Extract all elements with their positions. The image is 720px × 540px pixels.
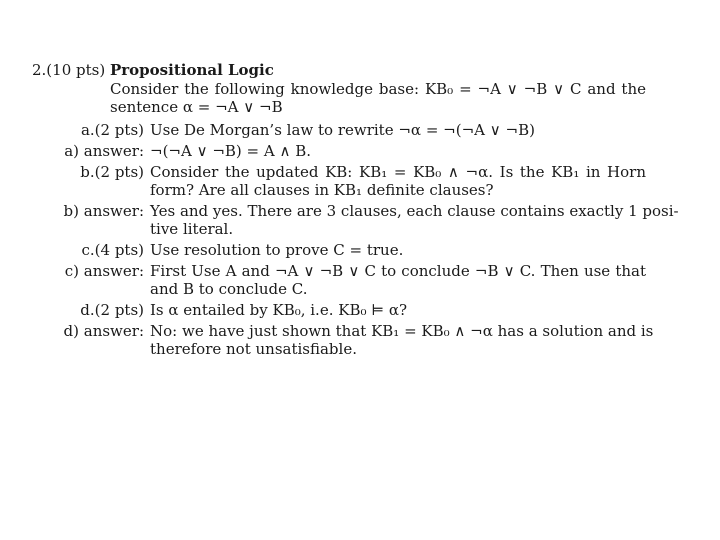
part-a-text: Use De Morgan’s law to rewrite ¬α = ¬(¬A ∨ ¬B)	[150, 121, 535, 139]
question-intro-line-2	[0, 97, 720, 117]
part-b-text-2: form? Are all clauses in KB₁ definite clauses?	[150, 181, 494, 199]
part-a-answer-text: ¬(¬A ∨ ¬B) = A ∧ B.	[150, 142, 312, 160]
part-a-question	[0, 120, 720, 140]
part-c-text: Use resolution to prove C = true.	[150, 241, 404, 259]
question-intro-line-1	[0, 79, 720, 99]
part-a-label: a.(2 pts)	[80, 121, 144, 139]
part-d-label: d.(2 pts)	[80, 301, 144, 319]
part-b-question-cont	[0, 180, 720, 200]
part-c-answer-text-2: and B to conclude C.	[150, 280, 308, 298]
part-d-question	[0, 300, 720, 320]
question-number: 2.(10 pts)	[32, 61, 106, 79]
part-d-answer-label: d) answer:	[63, 322, 144, 340]
part-d-answer-text-1: No: we have just shown that KB₁ = KB₀ ∧ ¬α has a solution and is	[150, 322, 654, 340]
part-d-answer	[0, 321, 720, 341]
part-b-answer	[0, 201, 720, 221]
part-b-answer-text-2: tive literal.	[150, 220, 234, 238]
part-c-answer	[0, 261, 720, 281]
part-b-label: b.(2 pts)	[80, 163, 144, 181]
part-a-answer	[0, 141, 720, 161]
part-b-question	[0, 162, 720, 182]
part-c-answer-cont	[0, 279, 720, 299]
part-c-answer-label: c) answer:	[64, 262, 144, 280]
intro-text-2: sentence α = ¬A ∨ ¬B	[110, 98, 283, 116]
question-header	[0, 60, 720, 80]
part-a-answer-label: a) answer:	[64, 142, 144, 160]
part-c-label: c.(4 pts)	[81, 241, 144, 259]
part-c-question	[0, 240, 720, 260]
part-b-answer-cont	[0, 219, 720, 239]
part-d-text: Is α entailed by KB₀, i.e. KB₀ ⊨ α?	[150, 301, 408, 319]
part-d-answer-text-2: therefore not unsatisfiable.	[150, 340, 357, 358]
part-c-answer-text-1: First Use A and ¬A ∨ ¬B ∨ C to conclude ¬B ∨ C. Then use that	[150, 262, 646, 280]
question-title: Propositional Logic	[110, 61, 274, 79]
intro-text-1: Consider the following knowledge base: KB₀ = ¬A ∨ ¬B ∨ C and the	[110, 80, 646, 98]
part-b-answer-label: b) answer:	[63, 202, 144, 220]
part-b-answer-text-1: Yes and yes. There are 3 clauses, each clause contains exactly 1 posi-	[150, 202, 679, 220]
part-b-text-1: Consider the updated KB: KB₁ = KB₀ ∧ ¬α. Is the KB₁ in Horn	[150, 163, 646, 181]
part-d-answer-cont	[0, 339, 720, 359]
